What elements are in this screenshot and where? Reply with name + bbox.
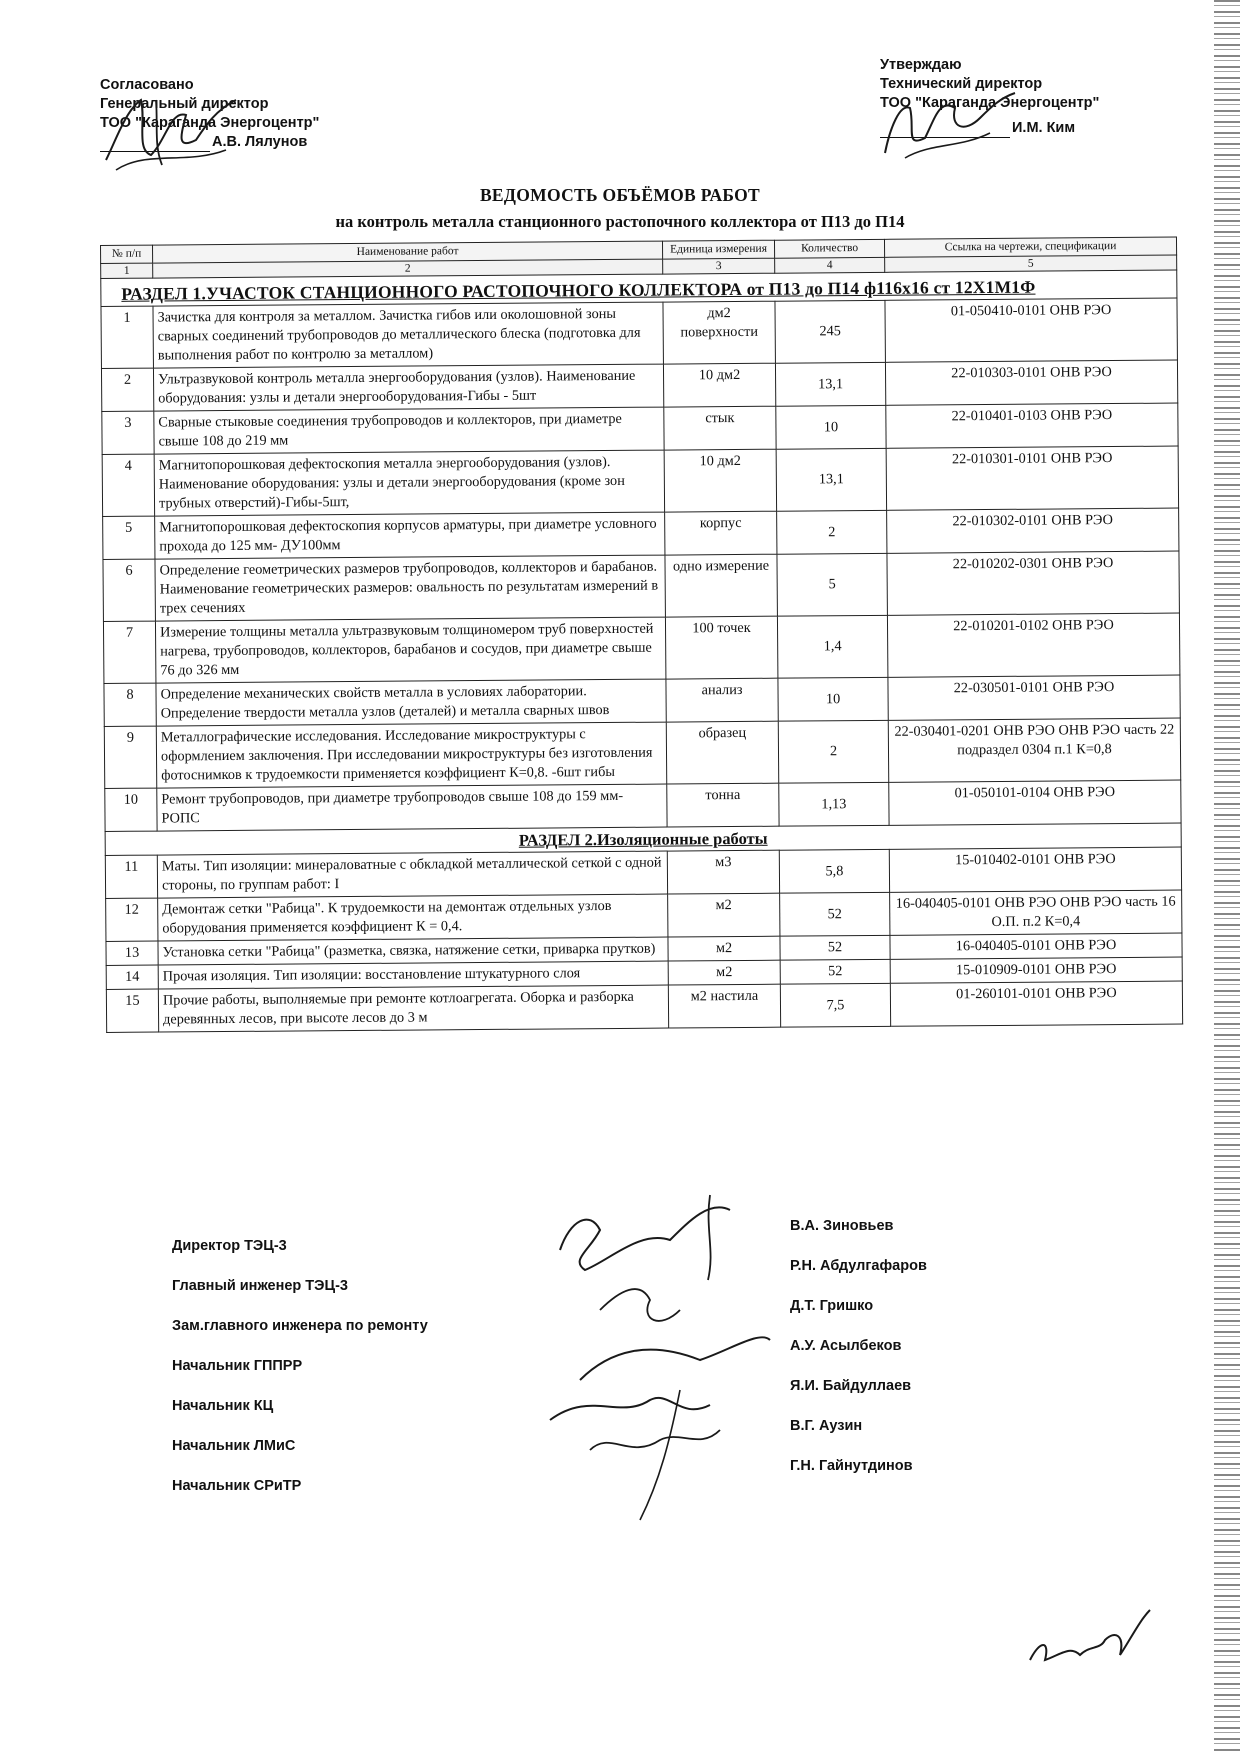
unit: 100 точек <box>665 616 777 679</box>
quantity: 1,13 <box>779 782 889 826</box>
quantity: 10 <box>778 677 888 721</box>
signature-line <box>100 137 210 152</box>
header-name: Наименование работ <box>153 241 663 263</box>
row-number: 11 <box>105 855 157 898</box>
quantity: 7,5 <box>780 983 890 1027</box>
signature-bottom-right <box>1020 1600 1160 1680</box>
work-name: Измерение толщины металла ультразвуковым толщиномером труб поверхностей нагрева, трубопроводов, коллекторов, барабанов и сосудов, при диаметре свыше 76 до 326 мм <box>155 617 665 683</box>
quantity: 2 <box>777 510 887 554</box>
quantity: 5 <box>777 553 887 616</box>
scan-edge-noise <box>1214 0 1240 1754</box>
quantity: 52 <box>780 935 890 960</box>
signer-position: Начальник ЛМиС <box>172 1438 296 1454</box>
row-number: 14 <box>106 965 158 989</box>
approval-right-line1: Утверждаю <box>880 57 962 73</box>
approval-right-signature-row <box>880 119 1099 138</box>
quantity: 2 <box>778 720 888 783</box>
row-number: 2 <box>101 368 153 411</box>
header-unit: Единица измерения <box>662 240 774 259</box>
signer-name: Д.Т. Гришко <box>790 1298 874 1314</box>
table-row <box>101 298 1177 368</box>
signer-position: Начальник КЦ <box>172 1398 274 1414</box>
unit: корпус <box>665 511 777 555</box>
signer-position: Директор ТЭЦ-3 <box>172 1238 287 1254</box>
unit: 10 дм2 <box>664 449 776 512</box>
reference: 15-010402-0101 ОНВ РЭО <box>889 847 1181 892</box>
reference: 22-010401-0103 ОНВ РЭО <box>886 403 1178 448</box>
table-row <box>106 981 1182 1032</box>
reference: 22-010202-0301 ОНВ РЭО <box>887 551 1179 615</box>
signer-name: Я.И. Байдуллаев <box>790 1378 912 1394</box>
approval-right-signer: И.М. Ким <box>1012 120 1076 136</box>
approval-right-line2: Технический директор <box>880 76 1043 92</box>
header-num: № п/п <box>101 245 153 263</box>
quantity: 52 <box>780 892 890 936</box>
work-name: Определение механических свойств металла в условиях лаборатории. Определение твердости металла узлов (деталей) и металла сварных швов <box>156 679 666 726</box>
work-name: Металлографические исследования. Исследование микроструктуры с оформлением заключения. При исследовании микроструктуры без изготовления фотоснимков к трудоемкости применяется коэффициент К=0,8. -6шт гибы <box>156 722 666 788</box>
table-row <box>103 613 1179 683</box>
approval-block-left <box>100 76 319 152</box>
reference: 22-030401-0201 ОНВ РЭО ОНВ РЭО часть 22 подраздел 0304 п.1 К=0,8 <box>888 718 1180 782</box>
table-row <box>103 551 1179 621</box>
work-name: Ремонт трубопроводов, при диаметре трубопроводов свыше 108 до 159 мм- РОПС <box>157 784 667 831</box>
work-name: Зачистка для контроля за металлом. Зачистка гибов или околошовной зоны сварных соединений трубопроводов до металлического блеска (подготовка для выполнения работ по контролю за металлом) <box>153 302 663 368</box>
row-number: 4 <box>102 454 154 516</box>
column-number: 1 <box>101 263 153 278</box>
work-name: Ультразвуковой контроль металла энергооборудования (узлов). Наименование оборудования: узлы и детали энергооборудования-Гибы - 5шт <box>153 364 663 411</box>
reference: 22-030501-0101 ОНВ РЭО <box>888 675 1180 720</box>
row-number: 15 <box>106 989 158 1032</box>
unit: м2 настила <box>668 984 780 1028</box>
work-name: Определение геометрических размеров трубопроводов, коллекторов и барабанов. Наименование геометрических размеров: овальность по результатам измерений в трех сечениях <box>155 555 665 621</box>
quantity: 52 <box>780 959 890 984</box>
section1-heading: РАЗДЕЛ 1.УЧАСТОК СТАНЦИОННОГО РАСТОПОЧНОГО КОЛЛЕКТОРА от П13 до П14 ф116х16 ст 12Х1М1Ф <box>101 270 1177 306</box>
column-number: 4 <box>775 257 885 273</box>
reference: 22-010201-0102 ОНВ РЭО <box>887 613 1179 677</box>
row-number: 12 <box>106 898 158 941</box>
approval-right-line3: ТОО "Караганда Энергоцентр" <box>880 95 1100 111</box>
signer-name: Г.Н. Гайнутдинов <box>790 1458 913 1474</box>
row-number: 3 <box>102 411 154 454</box>
header-qty: Количество <box>774 239 884 258</box>
table-row <box>104 718 1180 788</box>
row-number: 9 <box>104 726 156 788</box>
unit: тонна <box>667 783 779 827</box>
document-subtitle: на контроль металла станционного растопочного коллектора от П13 до П14 <box>335 212 905 231</box>
approval-left-line1: Согласовано <box>100 77 194 93</box>
approval-left-line3: ТОО "Караганда Энергоцентр" <box>100 115 320 131</box>
signer-position: Зам.главного инженера по ремонту <box>172 1318 428 1334</box>
column-number: 5 <box>885 255 1177 272</box>
quantity: 13,1 <box>775 362 885 406</box>
document-title: ВЕДОМОСТЬ ОБЪЁМОВ РАБОТ <box>479 185 761 205</box>
signatures-cluster <box>530 1190 790 1530</box>
work-name: Демонтаж сетки "Рабица". К трудоемкости на демонтаж отдельных узлов оборудования применяется коэффициент К = 0,4. <box>158 894 668 941</box>
quantity: 1,4 <box>777 615 887 678</box>
unit: м3 <box>667 850 779 894</box>
signature-line <box>880 123 1010 138</box>
row-number: 13 <box>106 941 158 965</box>
work-name: Маты. Тип изоляции: минераловатные с обкладкой металлической сеткой с одной стороны, по группам работ: I <box>157 851 667 898</box>
signer-position: Главный инженер ТЭЦ-3 <box>172 1278 348 1294</box>
work-name: Магнитопорошковая дефектоскопия корпусов арматуры, при диаметре условного прохода до 125 мм- ДУ100мм <box>155 512 665 559</box>
header-ref: Ссылка на чертежи, спецификации <box>884 237 1176 257</box>
signer-names <box>790 1218 927 1498</box>
section2-heading: РАЗДЕЛ 2.Изоляционные работы <box>105 823 1181 855</box>
work-name: Сварные стыковые соединения трубопроводов и коллекторов, при диаметре свыше 108 до 219 мм <box>154 407 664 454</box>
reference: 16-040405-0101 ОНВ РЭО <box>890 933 1182 959</box>
unit: стык <box>664 406 776 450</box>
work-name: Установка сетки "Рабица" (разметка, связка, натяжение сетки, приварка прутков) <box>158 937 668 965</box>
unit: образец <box>666 721 778 784</box>
reference: 22-010301-0101 ОНВ РЭО <box>886 446 1178 510</box>
unit: анализ <box>666 678 778 722</box>
unit: м2 <box>668 936 780 961</box>
works-table <box>100 237 1183 1033</box>
work-name: Прочая изоляция. Тип изоляции: восстановление штукатурного слоя <box>158 961 668 989</box>
reference: 16-040405-0101 ОНВ РЭО ОНВ РЭО часть 16 О.П. п.2 К=0,4 <box>890 890 1182 935</box>
row-number: 5 <box>103 516 155 559</box>
row-number: 10 <box>105 788 157 831</box>
reference: 01-260101-0101 ОНВ РЭО <box>890 981 1182 1026</box>
column-number: 2 <box>153 259 663 278</box>
unit: дм2 поверхности <box>663 301 775 364</box>
unit: м2 <box>668 893 780 937</box>
quantity: 10 <box>776 405 886 449</box>
row-number: 8 <box>104 683 156 726</box>
quantity: 245 <box>775 300 885 363</box>
unit: одно измерение <box>665 554 777 617</box>
reference: 01-050410-0101 ОНВ РЭО <box>885 298 1177 362</box>
reference: 22-010302-0101 ОНВ РЭО <box>887 508 1179 553</box>
signer-name: В.А. Зиновьев <box>790 1218 894 1234</box>
row-number: 6 <box>103 559 155 621</box>
approval-left-signature-row <box>100 133 319 152</box>
quantity: 13,1 <box>776 448 886 511</box>
signer-name: Р.Н. Абдулгафаров <box>790 1258 927 1274</box>
table-row <box>102 446 1178 516</box>
reference: 22-010303-0101 ОНВ РЭО <box>885 360 1177 405</box>
column-number: 3 <box>663 258 775 274</box>
signer-name: А.У. Асылбеков <box>790 1338 902 1354</box>
quantity: 5,8 <box>779 849 889 893</box>
approval-left-line2: Генеральный директор <box>100 96 269 112</box>
unit: м2 <box>668 960 780 985</box>
work-name: Прочие работы, выполняемые при ремонте котлоагрегата. Оборка и разборка деревянных лесов, при высоте лесов до 3 м <box>158 985 668 1032</box>
signer-position: Начальник СРиТР <box>172 1478 302 1494</box>
signer-positions <box>172 1238 428 1518</box>
approval-left-signer: А.В. Лялунов <box>212 134 308 150</box>
unit: 10 дм2 <box>663 363 775 407</box>
row-number: 7 <box>103 621 155 683</box>
approval-block-right <box>880 56 1099 138</box>
work-name: Магнитопорошковая дефектоскопия металла энергооборудования (узлов). Наименование оборудования: узлы и детали энергооборудования (кроме зон трубных отверстий)-Гибы-5шт, <box>154 450 664 516</box>
reference: 01-050101-0104 ОНВ РЭО <box>889 780 1181 825</box>
signer-name: В.Г. Аузин <box>790 1418 863 1434</box>
signer-position: Начальник ГППРР <box>172 1358 303 1374</box>
row-number: 1 <box>101 306 153 368</box>
reference: 15-010909-0101 ОНВ РЭО <box>890 957 1182 983</box>
